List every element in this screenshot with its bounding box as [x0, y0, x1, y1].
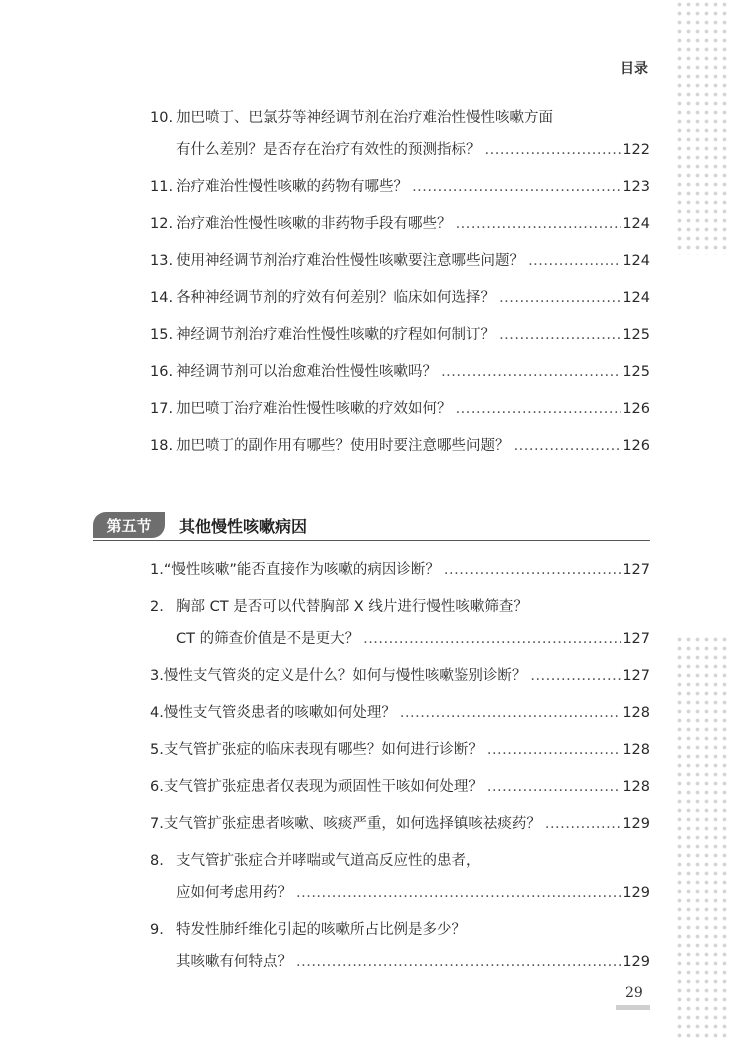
toc-entry[interactable] — [150, 560, 650, 581]
section-title: 其他慢性咳嗽病因 — [179, 517, 308, 536]
toc-entry[interactable] — [150, 814, 650, 835]
toc-entry-page: 127 — [622, 631, 650, 647]
toc-entry-page: 127 — [622, 562, 650, 578]
toc-entry-page: 125 — [622, 327, 650, 343]
toc-entry-page: 125 — [622, 364, 650, 380]
toc-entry-page: 129 — [622, 885, 650, 901]
toc-entry[interactable] — [150, 740, 650, 761]
page-number: 29 — [625, 985, 643, 1001]
toc-entry-page: 127 — [622, 668, 650, 684]
toc-entry-number: 6. — [150, 779, 164, 795]
toc-entry[interactable] — [150, 325, 650, 346]
toc-entry-page: 128 — [622, 705, 650, 721]
toc-entry[interactable] — [150, 399, 650, 420]
toc-entry[interactable] — [150, 108, 650, 161]
dot-leader — [456, 399, 622, 420]
toc-list-previous-section — [150, 108, 650, 473]
toc-entry-page: 128 — [622, 742, 650, 758]
toc-entry-number: 17. — [150, 401, 174, 417]
dot-leader — [485, 140, 622, 161]
toc-entry-number: 1. — [150, 562, 164, 578]
toc-entry-title: 支气管扩张症的临床表现有哪些？如何进行诊断？ — [163, 742, 483, 758]
dot-leader — [545, 814, 621, 835]
toc-entry-number: 9. — [150, 922, 164, 938]
toc-entry[interactable] — [150, 851, 650, 904]
dot-leader — [514, 436, 622, 457]
decorative-dot-pattern-bottom — [675, 635, 730, 1040]
toc-entry-number: 18. — [150, 438, 174, 454]
toc-entry-number: 16. — [150, 364, 174, 380]
toc-entry-title: 应如何考虑用药？ — [176, 885, 292, 901]
toc-entry[interactable] — [150, 777, 650, 798]
toc-entry-page: 126 — [622, 401, 650, 417]
toc-entry[interactable] — [150, 597, 650, 650]
toc-entry-title: 慢性支气管炎的定义是什么？如何与慢性咳嗽鉴别诊断？ — [163, 668, 527, 684]
running-head: 目录 — [620, 61, 648, 77]
dot-leader — [528, 251, 621, 272]
toc-entry-page: 124 — [622, 253, 650, 269]
toc-entry[interactable] — [150, 703, 650, 724]
dot-leader — [296, 952, 621, 973]
toc-entry-page: 122 — [622, 142, 650, 158]
dot-leader — [456, 214, 622, 235]
toc-entry-page: 128 — [622, 779, 650, 795]
toc-entry-title: 支气管扩张症患者仅表现为顽固性干咳如何处理？ — [163, 779, 483, 795]
toc-entry-title: 神经调节剂治疗难治性慢性咳嗽的疗程如何制订？ — [176, 327, 496, 343]
toc-entry-page: 123 — [622, 179, 650, 195]
toc-entry-number: 8. — [150, 853, 164, 869]
dot-leader — [296, 883, 621, 904]
toc-entry-title: “慢性咳嗽”能否直接作为咳嗽的病因诊断？ — [163, 562, 440, 578]
toc-entry-number: 3. — [150, 668, 164, 684]
toc-entry-title: 治疗难治性慢性咳嗽的药物有哪些？ — [176, 179, 409, 195]
toc-entry-title: 支气管扩张症合并哮喘或气道高反应性的患者， — [176, 853, 481, 869]
toc-entry-title: 使用神经调节剂治疗难治性慢性咳嗽要注意哪些问题？ — [176, 253, 525, 269]
toc-entry-title: 支气管扩张症患者咳嗽、咳痰严重，如何选择镇咳祛痰药？ — [163, 816, 541, 832]
toc-entry-title: 加巴喷丁、巴氯芬等神经调节剂在治疗难治性慢性咳嗽方面 — [176, 110, 554, 126]
toc-entry-number: 10. — [150, 110, 174, 126]
toc-entry-number: 13. — [150, 253, 174, 269]
dot-leader — [363, 629, 621, 650]
dot-leader — [400, 703, 621, 724]
dot-leader — [530, 666, 621, 687]
section-heading — [93, 510, 650, 541]
dot-leader — [487, 777, 621, 798]
decorative-dot-pattern-top — [675, 0, 730, 255]
toc-entry[interactable] — [150, 177, 650, 198]
toc-entry[interactable] — [150, 288, 650, 309]
page-number-bar — [616, 1005, 650, 1010]
toc-entry-number: 15. — [150, 327, 174, 343]
toc-entry[interactable] — [150, 920, 650, 973]
dot-leader — [487, 740, 621, 761]
toc-list-section-five — [150, 560, 650, 989]
dot-leader — [441, 362, 621, 383]
toc-entry-title: 其咳嗽有何特点？ — [176, 954, 292, 970]
dot-leader — [444, 560, 621, 581]
dot-leader — [412, 177, 621, 198]
toc-entry[interactable] — [150, 251, 650, 272]
toc-entry-title: 加巴喷丁治疗难治性慢性咳嗽的疗效如何？ — [176, 401, 452, 417]
toc-entry-page: 124 — [622, 216, 650, 232]
toc-entry-page: 126 — [622, 438, 650, 454]
toc-entry-title: 慢性支气管炎患者的咳嗽如何处理？ — [163, 705, 396, 721]
dot-leader — [499, 288, 621, 309]
toc-entry-title: 加巴喷丁的副作用有哪些？使用时要注意哪些问题？ — [176, 438, 510, 454]
toc-entry[interactable] — [150, 436, 650, 457]
dot-leader — [499, 325, 621, 346]
toc-entry-number: 2. — [150, 599, 164, 615]
toc-entry-title: CT 的筛查价值是不是更大？ — [176, 631, 360, 647]
toc-entry[interactable] — [150, 666, 650, 687]
toc-entry-number: 12. — [150, 216, 174, 232]
toc-entry-page: 129 — [622, 954, 650, 970]
toc-entry-title: 有什么差别？是否存在治疗有效性的预测指标？ — [176, 142, 481, 158]
toc-entry-title: 神经调节剂可以治愈难治性慢性咳嗽吗？ — [176, 364, 438, 380]
toc-entry-page: 124 — [622, 290, 650, 306]
toc-entry-page: 129 — [622, 816, 650, 832]
toc-entry[interactable] — [150, 214, 650, 235]
toc-entry-number: 4. — [150, 705, 164, 721]
toc-entry-number: 14. — [150, 290, 174, 306]
toc-entry-number: 5. — [150, 742, 164, 758]
toc-entry-title: 治疗难治性慢性咳嗽的非药物手段有哪些？ — [176, 216, 452, 232]
toc-entry-number: 11. — [150, 179, 174, 195]
toc-entry-number: 7. — [150, 816, 164, 832]
toc-entry-title: 胸部 CT 是否可以代替胸部 X 线片进行慢性咳嗽筛查？ — [176, 599, 528, 615]
section-badge: 第五节 — [93, 512, 165, 538]
toc-entry-title: 特发性肺纤维化引起的咳嗽所占比例是多少？ — [176, 922, 466, 938]
toc-entry-title: 各种神经调节剂的疗效有何差别？临床如何选择？ — [176, 290, 496, 306]
toc-entry[interactable] — [150, 362, 650, 383]
